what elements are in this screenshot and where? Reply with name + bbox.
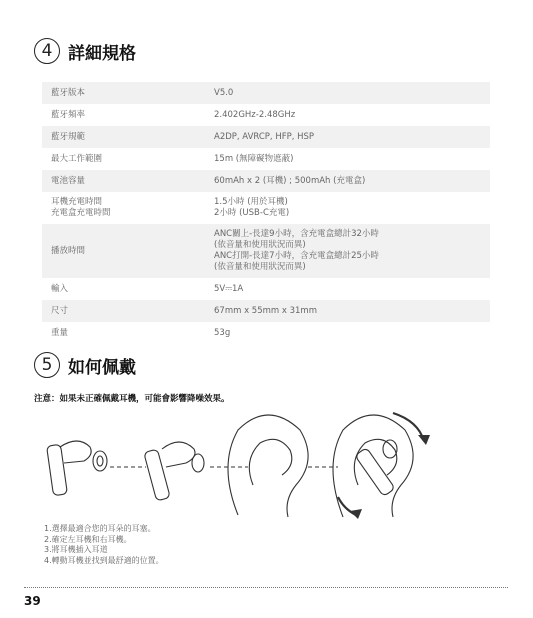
spec-label: 重量: [51, 327, 69, 338]
spec-label: 尺寸: [42, 300, 206, 322]
spec-row: [42, 126, 490, 148]
footer-divider: [24, 587, 508, 588]
spec-row: [42, 278, 490, 300]
spec-value: V5.0: [206, 82, 490, 104]
section-number-badge: 4: [34, 38, 60, 64]
spec-row: [42, 300, 490, 322]
page-number: 39: [24, 594, 41, 608]
spec-value: 60mAh x 2 (耳機) ; 500mAh (充電盒): [206, 170, 490, 192]
wearing-illustration: [38, 405, 458, 523]
step-item: 3.將耳機插入耳道: [44, 545, 108, 554]
spec-table: [42, 82, 490, 344]
spec-label: 電池容量: [42, 170, 206, 192]
section-title: 如何佩戴: [68, 357, 136, 378]
earphone-assembled-icon: [144, 442, 204, 501]
step-item: 4.轉動耳機並找到最舒適的位置。: [44, 555, 164, 565]
spec-row: [42, 322, 490, 344]
warning-note: 注意：如果未正確佩戴耳機，可能會影響降噪效果。: [34, 394, 230, 404]
section-number-badge: 5: [34, 352, 60, 378]
section-title: 詳細規格: [68, 43, 136, 64]
step-item: 2.確定左耳機和右耳機。: [44, 534, 132, 544]
spec-row: [42, 224, 490, 278]
rotate-arrow-icon: [338, 413, 424, 515]
spec-value: 67mm x 55mm x 31mm: [206, 300, 490, 322]
spec-label: 輸入: [51, 283, 69, 294]
spec-row: [42, 104, 490, 126]
earphone-with-tip-icon: [47, 441, 107, 496]
spec-label: 藍牙規範: [42, 126, 206, 148]
ear-icon: [228, 415, 308, 517]
spec-value: 53g: [214, 327, 231, 338]
spec-label: 藍牙頻率: [51, 109, 86, 120]
step-item: 1.選擇最適合您的耳朵的耳塞。: [44, 524, 156, 533]
spec-value: ANC關上-長達9小時，含充電盒總計32小時 (依音量和使用狀況而異) ANC打開-長達7小時，含充電盒總計25小時 (依音量和使用狀況而異): [206, 224, 490, 278]
spec-label: 最大工作範圍: [51, 153, 103, 164]
spec-value: 5V⎓1A: [214, 283, 244, 294]
section-4-header: [34, 38, 136, 64]
spec-row: [42, 170, 490, 192]
spec-value: 15m (無障礙物遮蔽): [214, 153, 294, 164]
spec-value: 1.5小時 (用於耳機) 2小時 (USB-C充電): [214, 197, 290, 218]
wearing-steps: [44, 524, 164, 566]
section-5-header: [34, 352, 136, 378]
spec-value: 2.402GHz-2.48GHz: [214, 109, 296, 120]
spec-value: A2DP, AVRCP, HFP, HSP: [206, 126, 490, 148]
spec-row: [42, 192, 490, 224]
ear-with-earphone-icon: [333, 415, 413, 517]
spec-row: [42, 148, 490, 170]
spec-label: 耳機充電時間 充電盒充電時間: [51, 197, 111, 218]
spec-label: 播放時間: [42, 224, 206, 278]
spec-label: 藍牙版本: [42, 82, 206, 104]
spec-row: [42, 82, 490, 104]
